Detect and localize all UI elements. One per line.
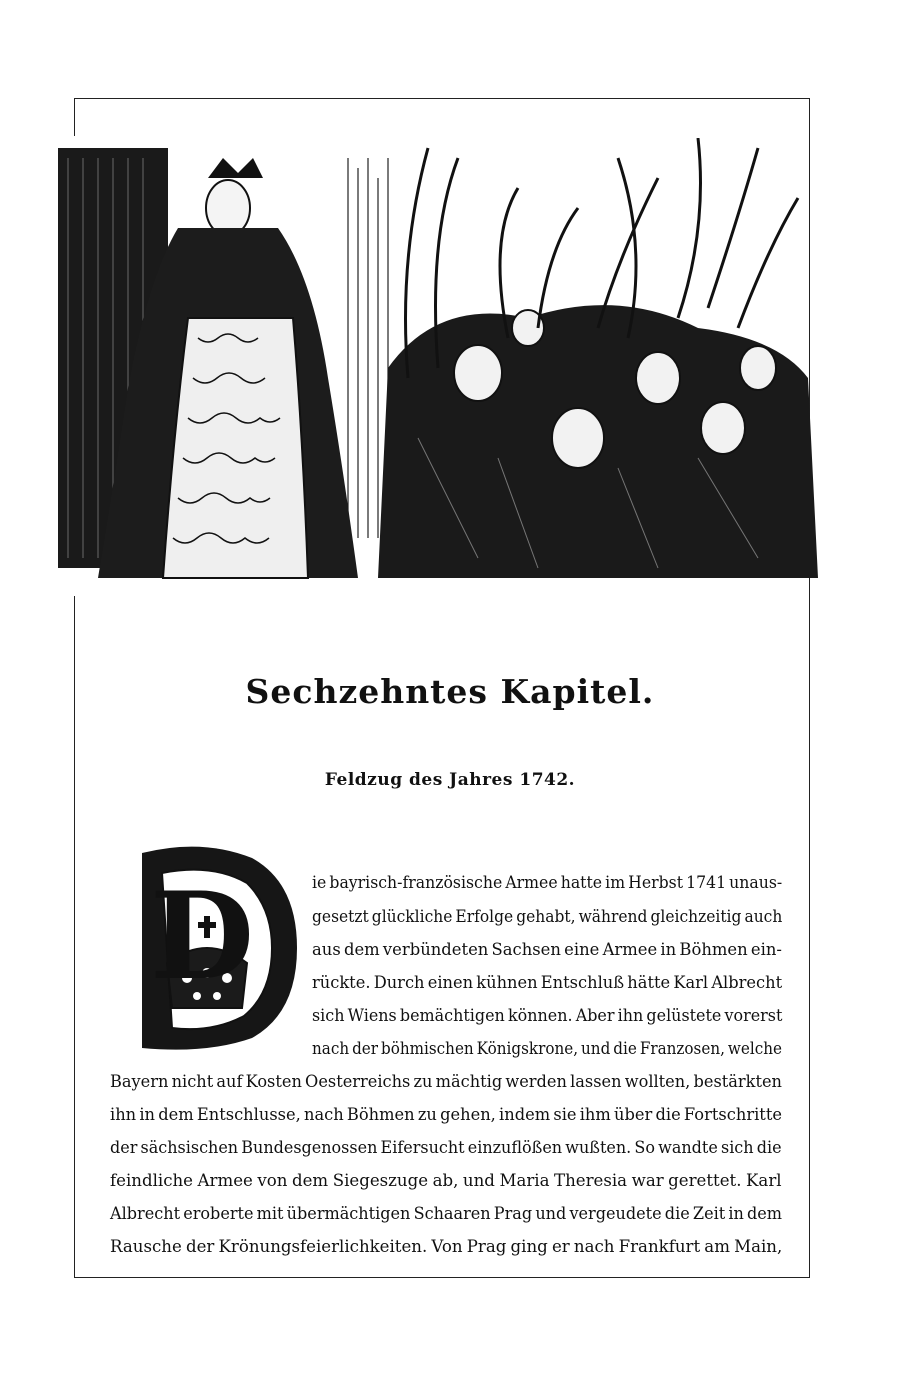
page-frame-top xyxy=(74,98,810,99)
text-line: der sächsischen Bundesgenossen Eifersucht einzuflößen wußten. So wandte sich die xyxy=(110,1138,782,1157)
chapter-subtitle: Feldzug des Jahres 1742. xyxy=(324,770,576,790)
text-line: feindliche Armee von dem Siegeszuge ab, und Maria Theresia war gerettet. Karl xyxy=(110,1171,782,1190)
text-line: nach der böhmischen Königskrone, und die Franzosen, welche xyxy=(312,1039,782,1058)
text-line: rückte. Durch einen kühnen Entschluß hätte Karl Albrecht xyxy=(312,973,783,992)
text-line: ihn in dem Entschlusse, nach Böhmen zu gehen, indem sie ihm über die Fortschritte xyxy=(110,1105,782,1124)
page-frame-bottom xyxy=(74,1277,810,1278)
text-line: Rausche der Krönungsfeierlichkeiten. Von Prag ging er nach Frankfurt am Main, xyxy=(110,1237,783,1256)
text-line: gesetzt glückliche Erfolge gehabt, während gleichzeitig auch xyxy=(312,907,783,926)
engraving-queen-and-soldiers xyxy=(58,138,818,596)
initial-letter: D xyxy=(150,866,255,1007)
page-frame-left xyxy=(74,98,75,136)
initial-drawing xyxy=(112,838,298,1054)
chapter-title: Sechzehntes Kapitel. xyxy=(245,672,655,711)
soldiers-crowd xyxy=(378,138,818,578)
text-line: ie bayrisch-französische Armee hatte im Herbst 1741 unaus- xyxy=(312,873,783,892)
decorated-initial-with-crown xyxy=(112,838,298,1054)
engraving-drawing xyxy=(58,138,818,596)
text-line: Albrecht eroberte mit übermächtigen Schaaren Prag und vergeudete die Zeit in dem xyxy=(110,1204,783,1223)
text-line: sich Wiens bemächtigen können. Aber ihn gelüstete vorerst xyxy=(312,1006,783,1025)
text-line: aus dem verbündeten Sachsen eine Armee in Böhmen ein- xyxy=(312,940,782,959)
text-line: Bayern nicht auf Kosten Oesterreichs zu mächtig werden lassen wollten, bestärkten xyxy=(110,1072,782,1091)
